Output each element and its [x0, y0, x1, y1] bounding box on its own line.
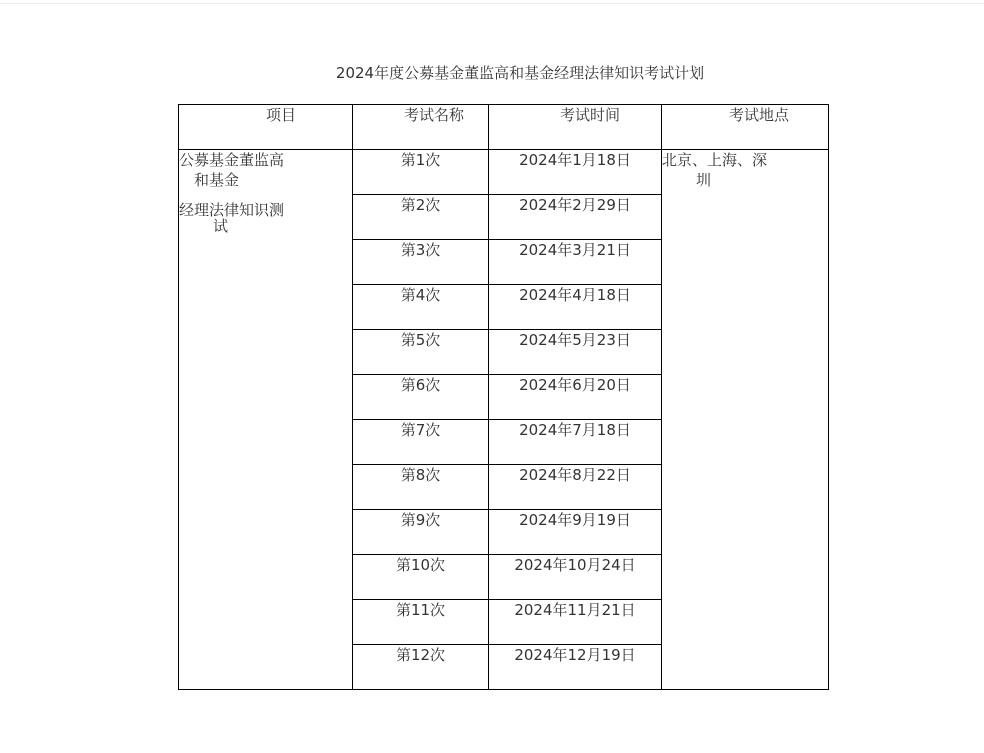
exam-date-cell: 2024年4月18日 — [489, 285, 662, 330]
exam-name-cell: 第4次 — [353, 285, 489, 330]
project-line: 试 — [213, 217, 229, 235]
exam-date-cell: 2024年8月22日 — [489, 465, 662, 510]
location-cell — [662, 150, 829, 690]
exam-name-cell: 第12次 — [353, 645, 489, 690]
exam-date-cell: 2024年9月19日 — [489, 510, 662, 555]
exam-name-cell: 第6次 — [353, 375, 489, 420]
exam-date-cell: 2024年10月24日 — [489, 555, 662, 600]
exam-date-cell: 2024年2月29日 — [489, 195, 662, 240]
header-project — [179, 105, 353, 150]
header-exam-time — [489, 105, 662, 150]
header-exam-location-label: 考试地点 — [729, 106, 790, 124]
location-line: 圳 — [696, 171, 712, 189]
exam-date-cell: 2024年3月21日 — [489, 240, 662, 285]
header-project-label: 项目 — [266, 106, 297, 124]
exam-name-cell: 第11次 — [353, 600, 489, 645]
project-line: 经理法律知识测 — [179, 201, 285, 219]
page-title: 2024年度公募基金董监高和基金经理法律知识考试计划 — [335, 64, 705, 82]
header-exam-location — [662, 105, 829, 150]
exam-date-cell: 2024年5月23日 — [489, 330, 662, 375]
exam-date-cell: 2024年1月18日 — [489, 150, 662, 195]
exam-name-cell: 第3次 — [353, 240, 489, 285]
exam-date-cell: 2024年6月20日 — [489, 375, 662, 420]
exam-date-cell: 2024年11月21日 — [489, 600, 662, 645]
table-row — [179, 150, 829, 195]
header-exam-name — [353, 105, 489, 150]
location-line: 北京、上海、深 — [662, 151, 768, 169]
exam-name-cell: 第5次 — [353, 330, 489, 375]
project-line: 和基金 — [194, 171, 240, 189]
exam-name-cell: 第7次 — [353, 420, 489, 465]
exam-name-cell: 第2次 — [353, 195, 489, 240]
exam-name-cell: 第1次 — [353, 150, 489, 195]
exam-schedule-table — [178, 104, 829, 690]
project-cell — [179, 150, 353, 690]
exam-name-cell: 第8次 — [353, 465, 489, 510]
table-header-row — [179, 105, 829, 150]
header-exam-name-label: 考试名称 — [404, 106, 465, 124]
project-line: 公募基金董监高 — [179, 151, 285, 169]
exam-name-cell: 第10次 — [353, 555, 489, 600]
exam-date-cell: 2024年12月19日 — [489, 645, 662, 690]
header-exam-time-label: 考试时间 — [560, 106, 621, 124]
exam-name-cell: 第9次 — [353, 510, 489, 555]
exam-date-cell: 2024年7月18日 — [489, 420, 662, 465]
top-divider — [0, 3, 984, 4]
